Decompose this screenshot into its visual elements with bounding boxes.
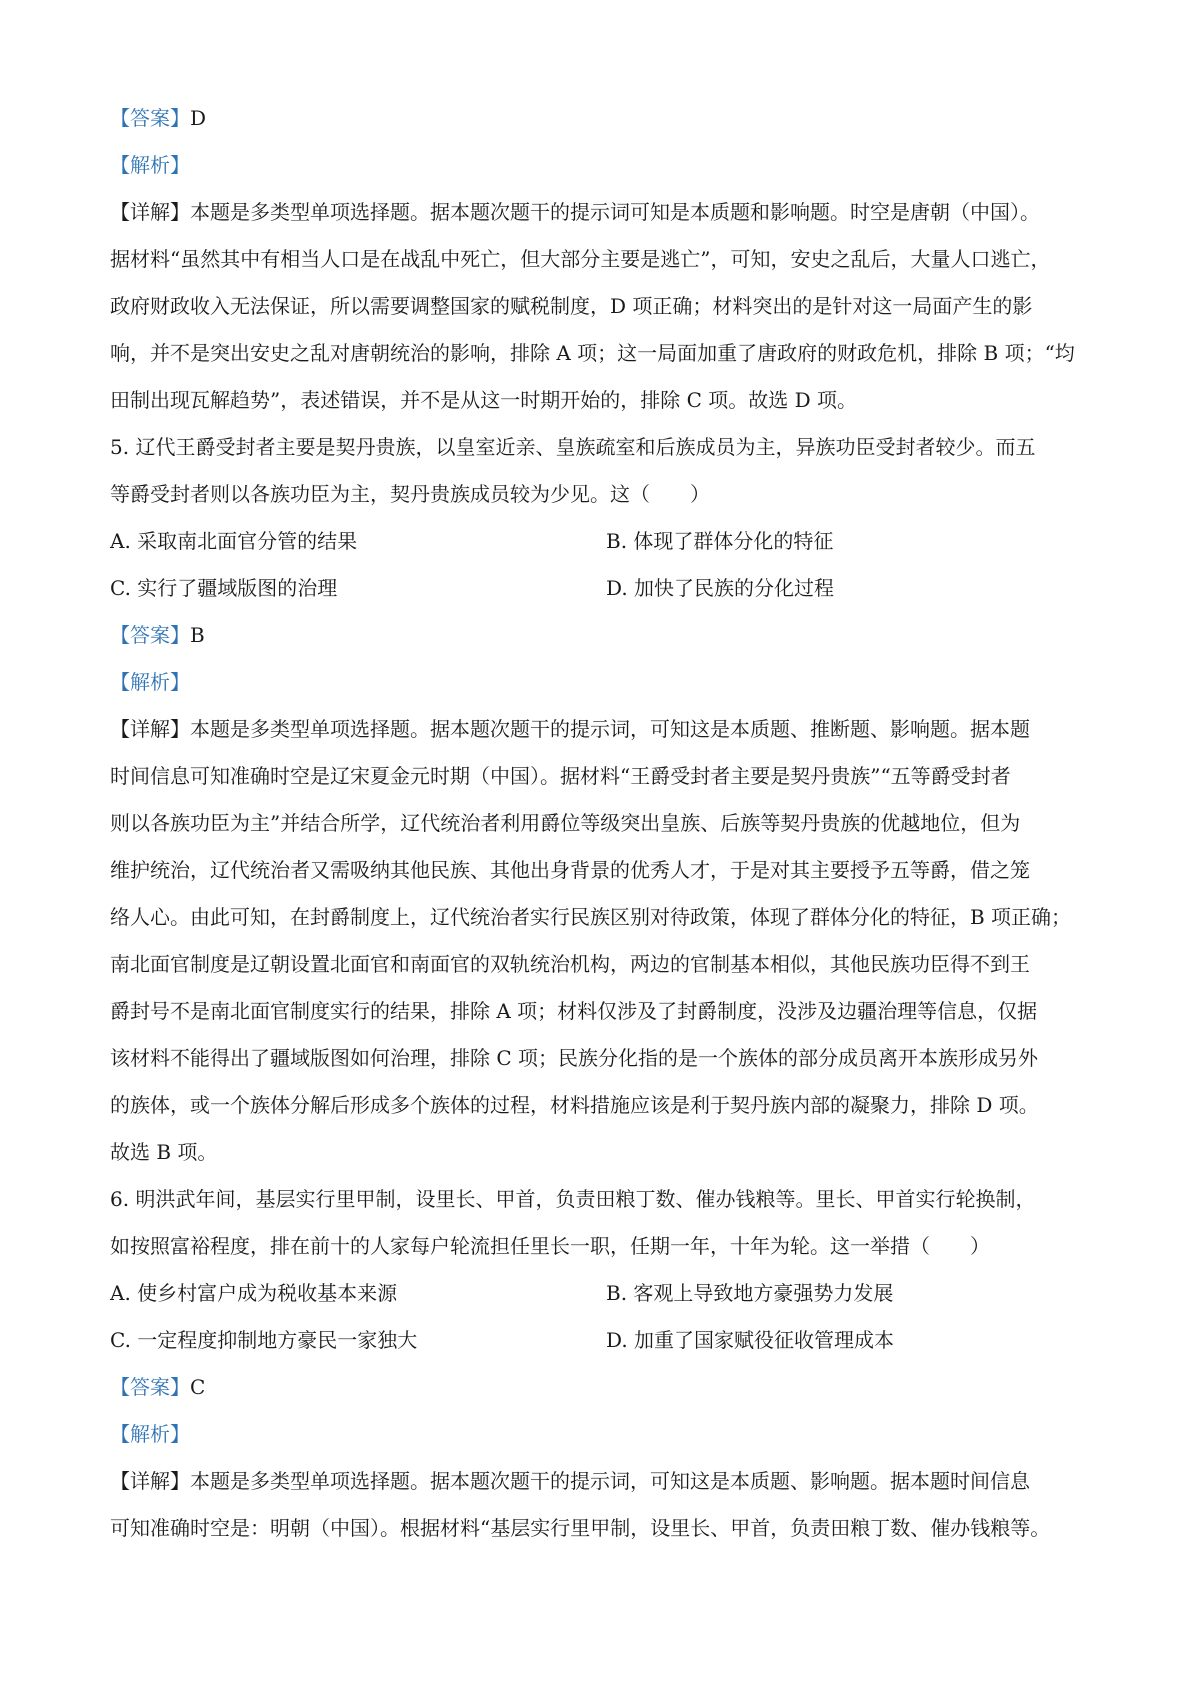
q5-options-row-1	[110, 518, 1110, 565]
detail-tag: 【详解】	[110, 1469, 190, 1493]
q5-stem-line-1: 5. 辽代王爵受封者主要是契丹贵族，以皇室近亲、皇族疏室和后族成员为主，异族功臣受封者较少。而五	[110, 435, 1036, 459]
q4-detail-line-4: 响，并不是突出安史之乱对唐朝统治的影响，排除 A 项；这一局面加重了唐政府的财政危机，排除 B 项；“均	[110, 341, 1075, 365]
q6-options-row-2	[110, 1317, 1110, 1364]
q5-stem-line-2: 等爵受封者则以各族功臣为主，契丹贵族成员较为少见。这（ ）	[110, 482, 710, 506]
q4-answer-line	[110, 95, 1110, 142]
q6-detail-text-1: 本题是多类型单项选择题。据本题次题干的提示词，可知这是本质题、影响题。据本题时间信息	[190, 1469, 1030, 1493]
q5-detail-line-4: 维护统治，辽代统治者又需吸纳其他民族、其他出身背景的优秀人才，于是对其主要授予五等爵，借之笼	[110, 858, 1030, 882]
q4-analysis-line	[110, 142, 1110, 189]
analysis-tag: 【解析】	[110, 670, 190, 694]
q4-detail-line-1	[110, 189, 1110, 236]
q6-answer-line	[110, 1364, 1110, 1411]
q5-detail-line-8: 该材料不能得出了疆域版图如何治理，排除 C 项；民族分化指的是一个族体的部分成员离开本族形成另外	[110, 1046, 1039, 1070]
q6-analysis-line	[110, 1411, 1110, 1458]
q6-detail-line-1	[110, 1458, 1110, 1505]
q6-option-d: D. 加重了国家赋役征收管理成本	[606, 1328, 895, 1352]
q6-stem-line-1: 6. 明洪武年间，基层实行里甲制，设里长、甲首，负责田粮丁数、催办钱粮等。里长、甲首实行轮换制，	[110, 1187, 1036, 1211]
detail-tag: 【详解】	[110, 717, 190, 741]
q6-option-b: B. 客观上导致地方豪强势力发展	[606, 1281, 894, 1305]
q5-detail-line-5: 络人心。由此可知，在封爵制度上，辽代统治者实行民族区别对待政策，体现了群体分化的特征，B 项正确；	[110, 905, 1072, 929]
q6-option-c: C. 一定程度抑制地方豪民一家独大	[110, 1328, 418, 1352]
answer-tag: 【答案】	[110, 623, 190, 647]
q5-detail-line-2: 时间信息可知准确时空是辽宋夏金元时期（中国）。据材料“王爵受封者主要是契丹贵族”“五等爵受封者	[110, 764, 1011, 788]
q4-detail-text-1: 本题是多类型单项选择题。据本题次题干的提示词可知是本质题和影响题。时空是唐朝（中国）。	[190, 200, 1040, 224]
q5-option-b: B. 体现了群体分化的特征	[606, 529, 834, 553]
analysis-tag: 【解析】	[110, 1422, 190, 1446]
q5-detail-text-1: 本题是多类型单项选择题。据本题次题干的提示词，可知这是本质题、推断题、影响题。据本题	[190, 717, 1030, 741]
answer-tag: 【答案】	[110, 1375, 190, 1399]
answer-tag: 【答案】	[110, 106, 190, 130]
q6-option-a: A. 使乡村富户成为税收基本来源	[110, 1281, 398, 1305]
q6-detail-line-2: 可知准确时空是：明朝（中国）。根据材料“基层实行里甲制，设里长、甲首，负责田粮丁数、催办钱粮等。	[110, 1516, 1051, 1540]
q5-option-c: C. 实行了疆域版图的治理	[110, 576, 338, 600]
q4-detail-line-2: 据材料“虽然其中有相当人口是在战乱中死亡，但大部分主要是逃亡”，可知，安史之乱后，大量人口逃亡，	[110, 247, 1051, 271]
q5-options-row-2	[110, 565, 1110, 612]
q6-answer-value: C	[190, 1375, 206, 1399]
q5-analysis-line	[110, 659, 1110, 706]
q5-detail-line-10: 故选 B 项。	[110, 1140, 218, 1164]
detail-tag: 【详解】	[110, 200, 190, 224]
q5-option-a: A. 采取南北面官分管的结果	[110, 529, 358, 553]
q5-detail-line-9: 的族体，或一个族体分解后形成多个族体的过程，材料措施应该是利于契丹族内部的凝聚力，排除 D 项。	[110, 1093, 1039, 1117]
q5-detail-line-3: 则以各族功臣为主”并结合所学，辽代统治者利用爵位等级突出皇族、后族等契丹贵族的优越地位，但为	[110, 811, 1021, 835]
q4-detail-line-5: 田制出现瓦解趋势”，表述错误，并不是从这一时期开始的，排除 C 项。故选 D 项。	[110, 388, 857, 412]
q4-detail-line-3: 政府财政收入无法保证，所以需要调整国家的赋税制度，D 项正确；材料突出的是针对这一局面产生的影	[110, 294, 1033, 318]
q5-detail-line-6: 南北面官制度是辽朝设置北面官和南面官的双轨统治机构，两边的官制基本相似，其他民族功臣得不到王	[110, 952, 1030, 976]
analysis-tag: 【解析】	[110, 153, 190, 177]
q4-answer-value: D	[190, 106, 207, 130]
q5-answer-value: B	[190, 623, 205, 647]
q6-stem-line-2: 如按照富裕程度，排在前十的人家每户轮流担任里长一职，任期一年，十年为轮。这一举措（ ）	[110, 1234, 990, 1258]
q5-detail-line-7: 爵封号不是南北面官制度实行的结果，排除 A 项；材料仅涉及了封爵制度，没涉及边疆治理等信息，仅据	[110, 999, 1038, 1023]
document-content	[110, 95, 1110, 1552]
q6-options-row-1	[110, 1270, 1110, 1317]
q5-answer-line	[110, 612, 1110, 659]
q5-option-d: D. 加快了民族的分化过程	[606, 576, 835, 600]
q5-detail-line-1	[110, 706, 1110, 753]
